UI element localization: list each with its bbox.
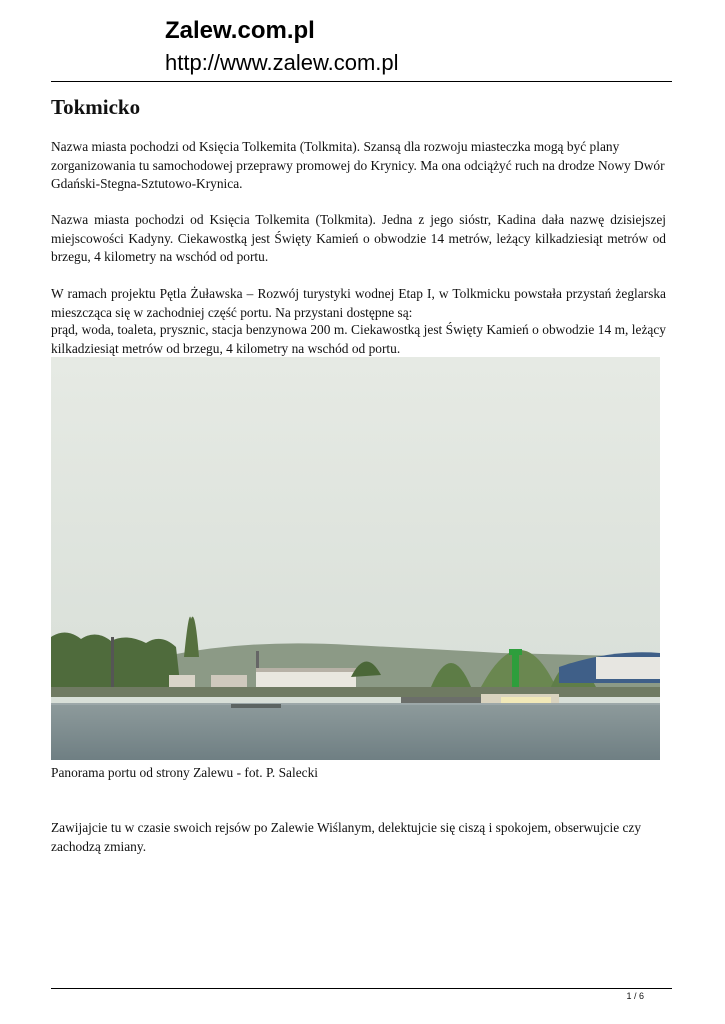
- paragraph-marina: W ramach projektu Pętla Żuławska – Rozwój turystyki wodnej Etap I, w Tolkmicku powstała przystań żeglarska mieszcząca się w zachodniej część portu. Na przystani dostępne są:: [51, 286, 666, 320]
- paragraph-history: Nazwa miasta pochodzi od Księcia Tolkemita (Tolkmita). Jedna z jego sióstr, Kadina dała nazwę dzisiejszej miejscowości Kadyny. Ciekawostką jest Święty Kamień o obwodzie 14 metrów, leżący kilkadziesiąt metrów od brzegu, 4 kilometry na wschód od portu.: [51, 212, 666, 264]
- harbour-panorama-photo: [51, 357, 660, 760]
- site-url: http://www.zalew.com.pl: [165, 50, 399, 75]
- photo-caption: Panorama portu od strony Zalewu - fot. P. Salecki: [51, 765, 319, 780]
- paragraph-closing: Zawijajcie tu w czasie swoich rejsów po Zalewie Wiślanym, delektujcie się ciszą i spokojem, obserwujcie czy zachodzą zmiany.: [51, 820, 642, 854]
- header-divider: [51, 81, 672, 82]
- page-title: Tokmicko: [51, 95, 141, 119]
- footer-divider: [51, 988, 672, 989]
- paragraph-intro: Nazwa miasta pochodzi od Księcia Tolkemita (Tolkmita). Szansą dla rozwoju miasteczka mogą być plany zorganizowania tu samochodowej przeprawy promowej do Krynicy. Ma ona odciążyć ruch na drodze Nowy Dwór Gdański-Stegna-Sztutowo-Krynica.: [51, 139, 665, 191]
- paragraph-amenities: prąd, woda, toaleta, prysznic, stacja benzynowa 200 m. Ciekawostką jest Święty Kamień o obwodzie 14 m, leżący kilkadziesiąt metrów od brzegu, 4 kilometry na wschód od portu.: [51, 322, 666, 356]
- page-indicator: 1 / 6: [626, 991, 644, 1001]
- site-title: Zalew.com.pl: [165, 17, 315, 44]
